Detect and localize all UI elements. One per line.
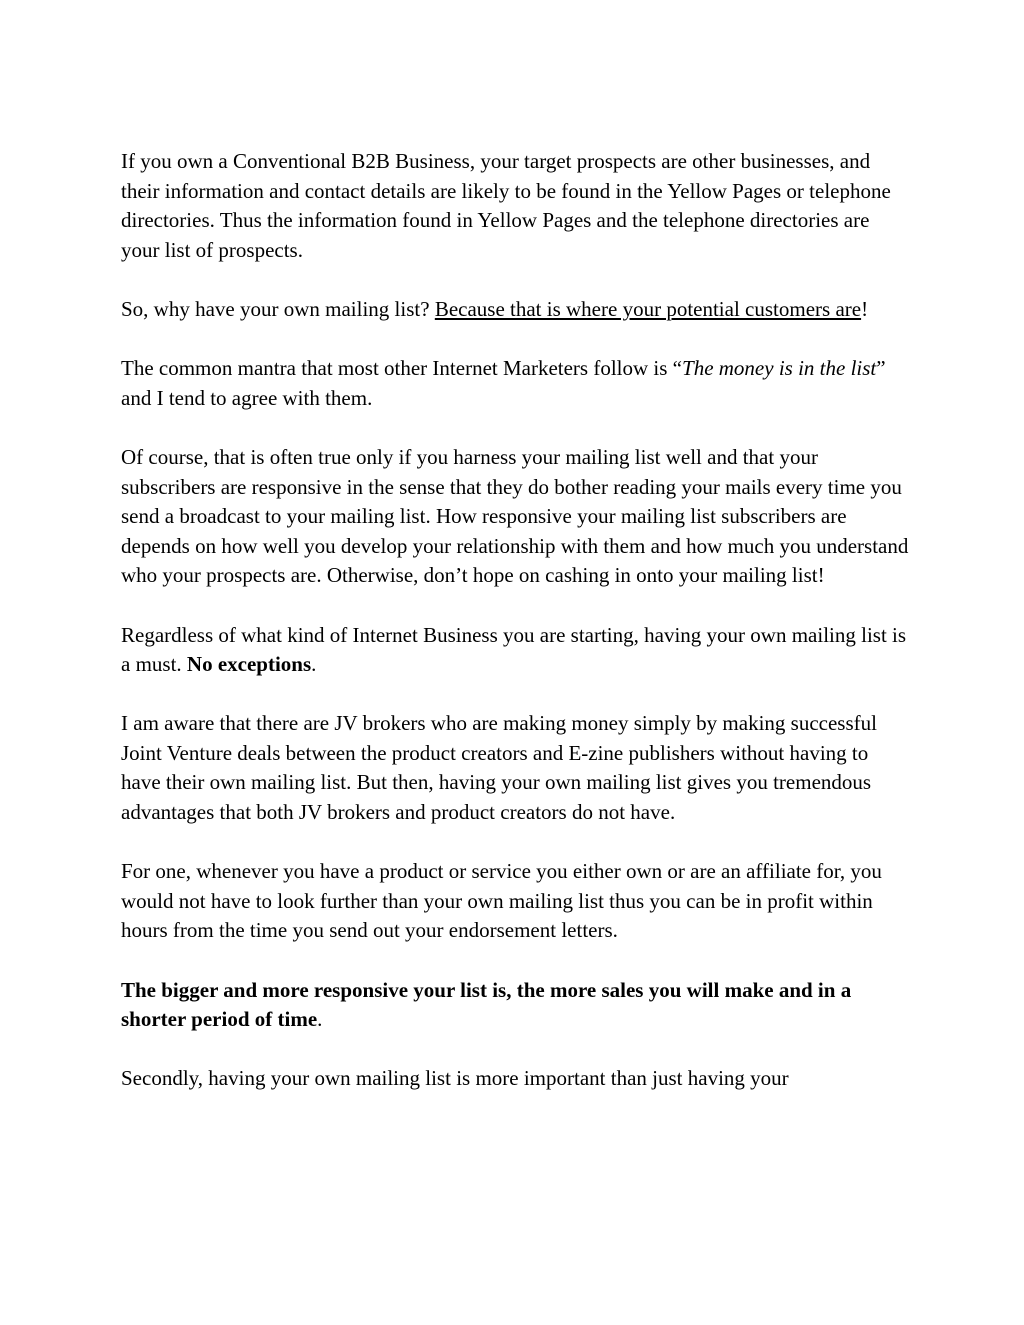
paragraph-text: Of course, that is often true only if you harness your mailing list well and that your subscribers are responsive in the sense that they do bother reading your mails every time you send a broadcast to your mailing list. How responsive your mailing list subscribers are depends on how well you develop your relationship with them and how much you understand who your prospects are. Otherwise, don’t hope on cashing in onto your mailing list! (121, 444, 909, 588)
document-page (121, 147, 911, 1124)
underlined-text: Because that is where your potential customers are (434, 296, 862, 321)
paragraph-text: The common mantra that most other Internet Marketers follow is “ (121, 356, 683, 381)
paragraph-secondly (121, 1064, 911, 1094)
paragraph-text: If you own a Conventional B2B Business, your target prospects are other businesses, and their information and contact details are likely to be found in the Yellow Pages or telephone directories. Thus the information found in Yellow Pages and the telephone directories are your list of prospects. (121, 149, 891, 262)
bold-text: The bigger and more responsive your list is, the more sales you will make and in a shorter period of time (121, 977, 852, 1032)
paragraph-text: ! (861, 296, 869, 321)
paragraph-text: Secondly, having your own mailing list is more important than just having your (121, 1066, 789, 1091)
paragraph-bigger-list (121, 976, 911, 1035)
paragraph-text: ” and I tend to agree with them. (121, 356, 886, 410)
paragraph-jv-brokers (121, 709, 911, 827)
paragraph-text: . (317, 1007, 323, 1032)
paragraph-text: Regardless of what kind of Internet Business you are starting, having your own mailing list is a must. (121, 622, 907, 677)
paragraph-responsive-subscribers (121, 443, 911, 591)
paragraph-text: I am aware that there are JV brokers who are making money simply by making successful Joint Venture deals between the product creators and E-zine publishers without having to have their own mailing list. But then, having your own mailing list gives you tremendous advantages that both JV brokers and product creators do not have. (121, 711, 877, 825)
paragraph-b2b-business (121, 147, 911, 265)
paragraph-for-one (121, 857, 911, 946)
paragraph-why-mailing-list (121, 295, 911, 325)
italic-quote: The money is in the list (682, 356, 877, 381)
bold-text: No exceptions (186, 652, 312, 677)
paragraph-text: So, why have your own mailing list? (121, 296, 435, 321)
paragraph-money-mantra (121, 354, 911, 413)
paragraph-text: For one, whenever you have a product or service you either own or are an affiliate for, you would not have to look further than your own mailing list thus you can be in profit within hours from the time you send out your endorsement letters. (121, 859, 882, 943)
paragraph-text: . (311, 652, 317, 677)
paragraph-no-exceptions (121, 621, 911, 680)
